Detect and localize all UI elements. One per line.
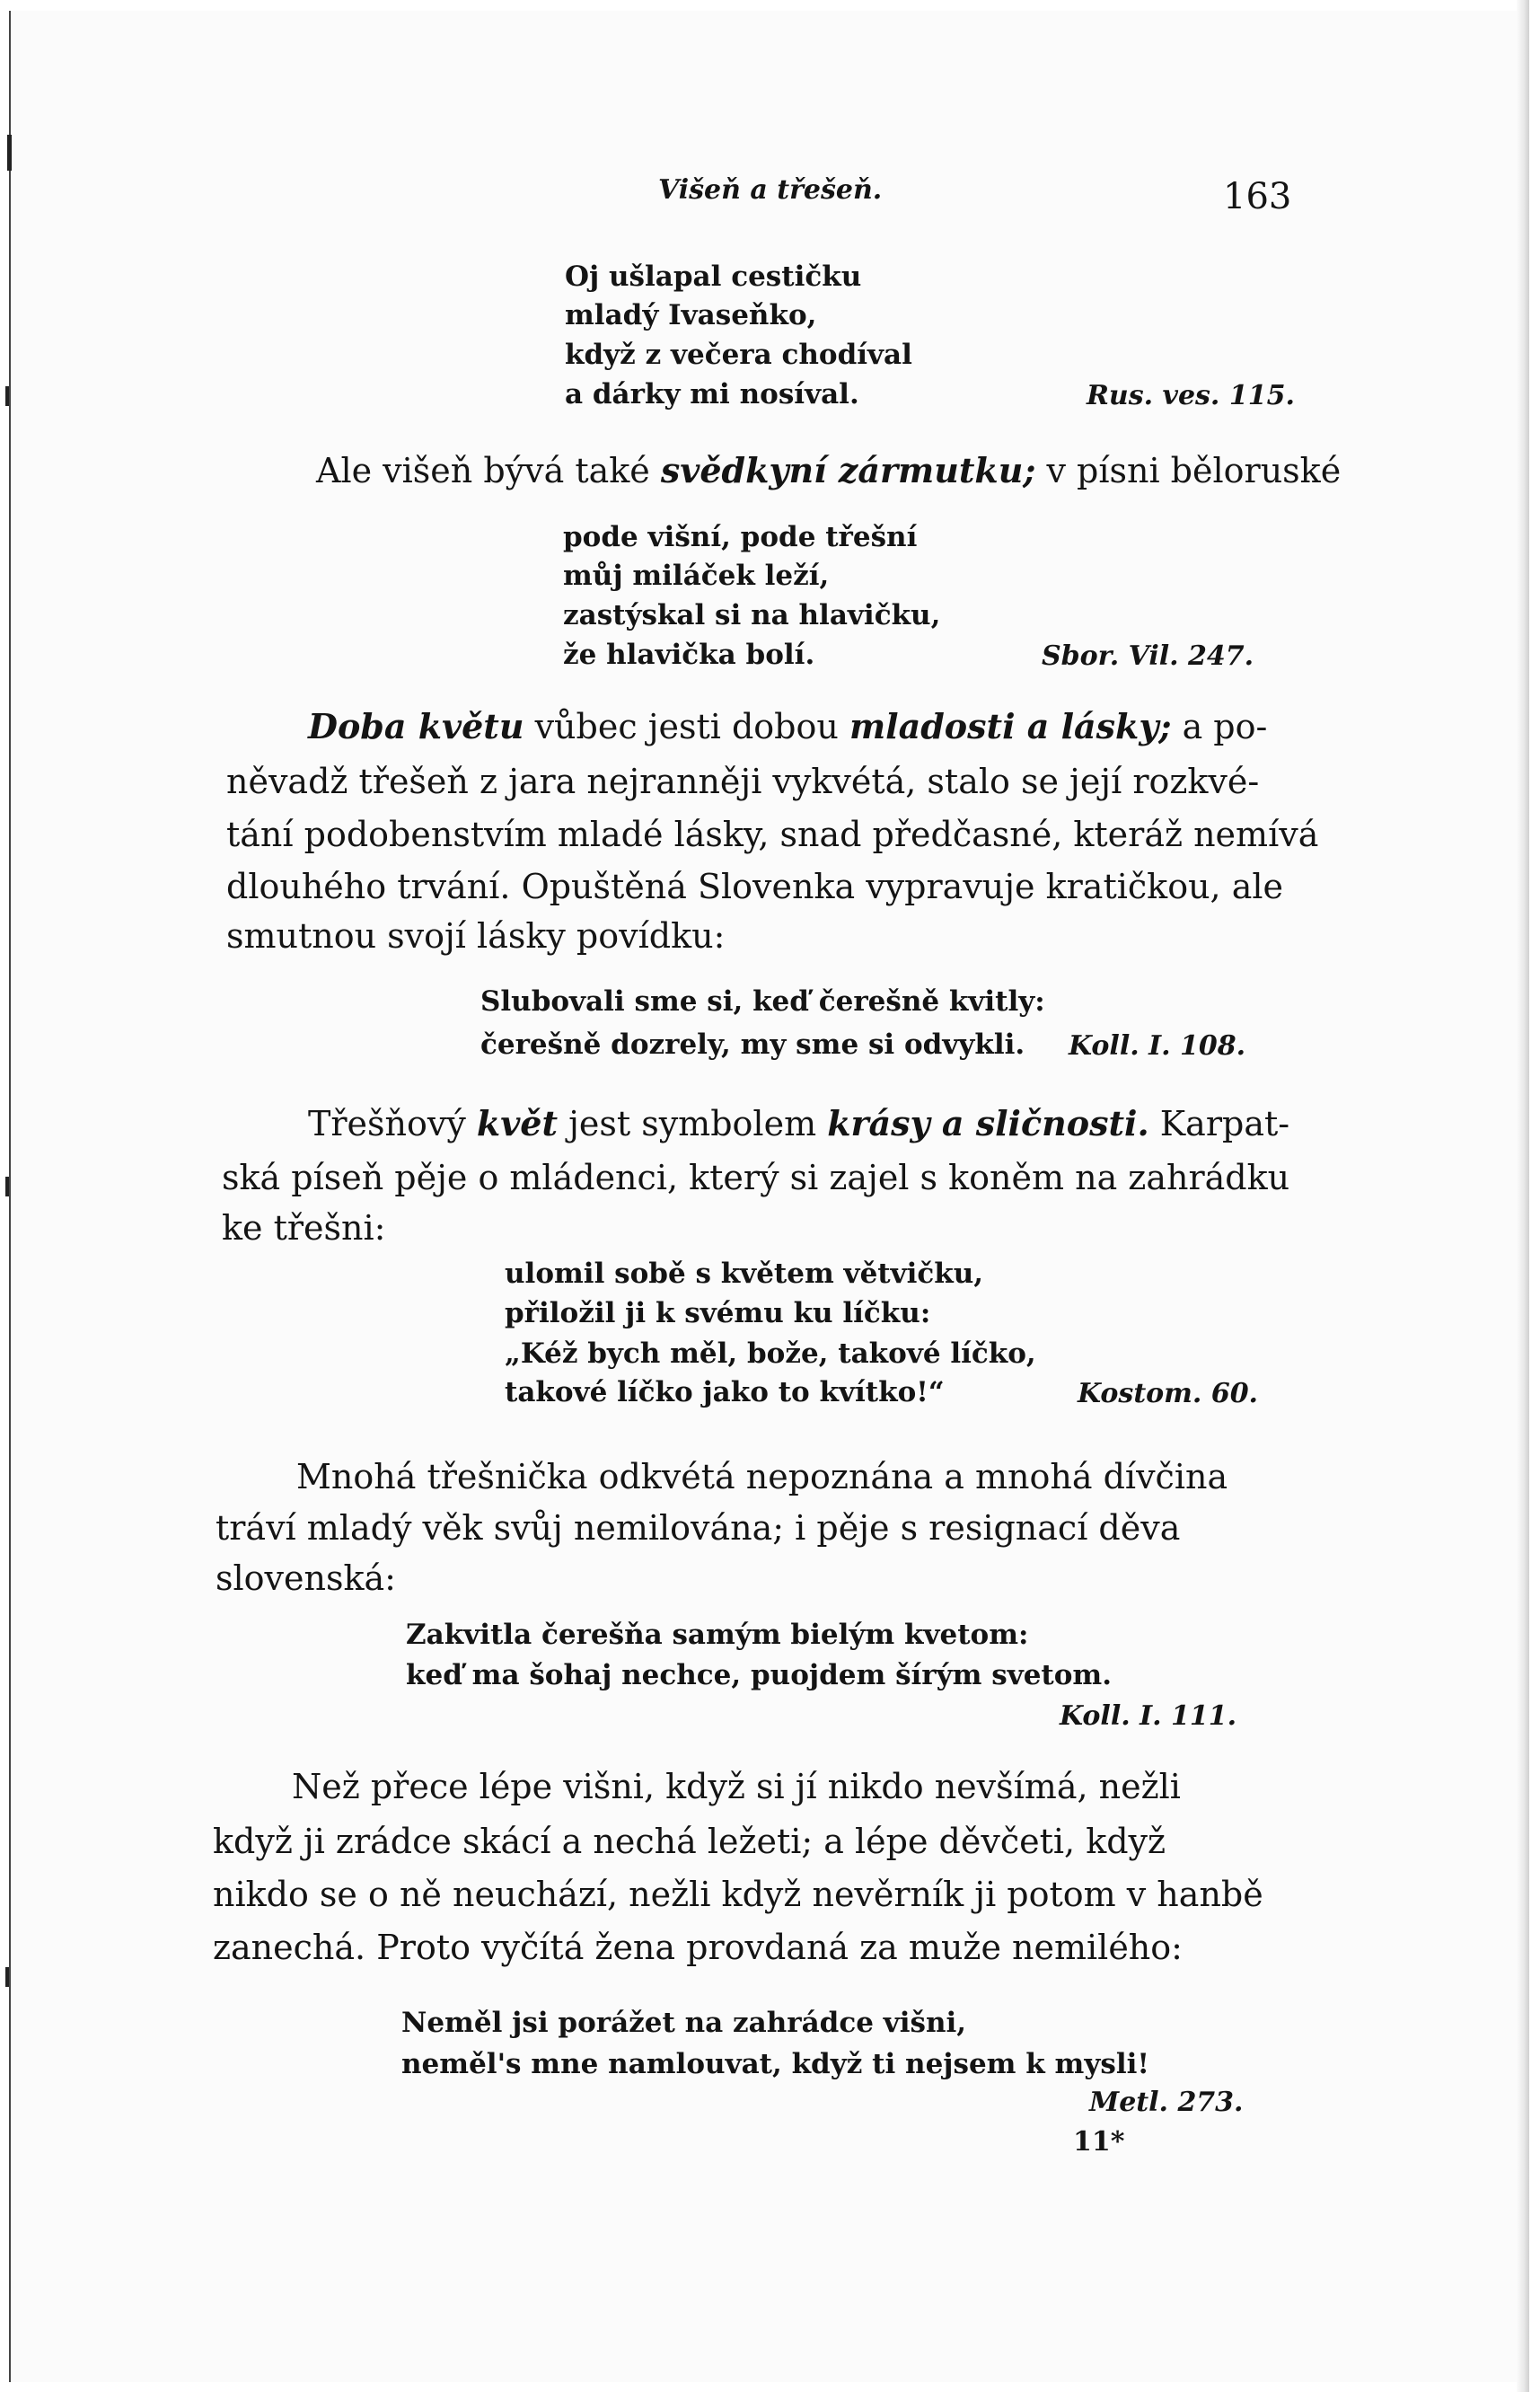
scan-right-edge: [1517, 0, 1529, 2392]
verse-line: Slubovali sme si, keď čerešně kvitly:: [480, 985, 1045, 1018]
paragraph-line: nikdo se o ně neuchází, nežli když nevěrník ji potom v hanbě: [213, 1875, 1263, 1914]
paragraph-line: Mnohá třešnička odkvétá nepoznána a mnohá dívčina: [296, 1457, 1228, 1496]
running-title: Višeň a třešeň.: [658, 174, 883, 206]
verse-line: můj miláček leží,: [563, 560, 830, 592]
verse-line: takové líčko jako to kvítko!“: [505, 1376, 945, 1408]
verse-line: pode višní, pode třešní: [563, 521, 918, 553]
printer-signature: 11*: [1073, 2126, 1125, 2158]
citation: Koll. I. 108.: [1069, 1030, 1246, 1062]
paragraph-line: Ale višeň bývá také svědkyní zármutku; v písni běloruské: [316, 450, 1342, 490]
paragraph-line: slovenská:: [216, 1558, 396, 1598]
paragraph-line: zanechá. Proto vyčítá žena provdaná za muže nemilého:: [213, 1928, 1183, 1967]
verse-line: čerešně dozrely, my sme si odvykli.: [480, 1028, 1025, 1061]
paragraph-line: tráví mladý věk svůj nemilována; i pěje s resignací děva: [216, 1508, 1181, 1548]
paragraph-line: Než přece lépe višni, když si jí nikdo nevšímá, nežli: [292, 1767, 1181, 1806]
paragraph-line: ke třešni:: [222, 1208, 386, 1248]
paragraph-line: něvadž třešeň z jara nejranněji vykvétá, stalo se její rozkvé-: [226, 762, 1260, 801]
paragraph-line: Doba květu vůbec jesti dobou mladosti a lásky; a po-: [308, 706, 1268, 746]
verse-line: a dárky mi nosíval.: [565, 378, 859, 410]
verse-line: Neměl jsi porážet na zahrádce višni,: [401, 2007, 967, 2039]
citation: Sbor. Vil. 247.: [1042, 640, 1254, 672]
verse-line: když z večera chodíval: [565, 339, 912, 371]
verse-line: „Kéž bych měl, bože, takové líčko,: [505, 1337, 1036, 1370]
scan-artifact: [5, 1967, 9, 1987]
verse-line: že hlavička bolí.: [563, 639, 815, 671]
paragraph-line: ská píseň pěje o mládenci, který si zajel s koněm na zahrádku: [222, 1158, 1290, 1197]
citation: Koll. I. 111.: [1060, 1700, 1237, 1732]
scan-artifact: [5, 386, 9, 406]
citation: Metl. 273.: [1089, 2087, 1244, 2118]
verse-line: neměl's mne namlouvat, když ti nejsem k mysli!: [401, 2048, 1149, 2080]
paragraph-line: smutnou svojí lásky povídku:: [226, 916, 726, 956]
verse-line: ulomil sobě s květem větvičku,: [505, 1258, 984, 1290]
scan-artifact: [7, 135, 12, 171]
paragraph-line: tání podobenstvím mladé lásky, snad předčasné, kteráž nemívá: [226, 815, 1319, 854]
paragraph-line: dlouhého trvání. Opuštěná Slovenka vypravuje kratičkou, ale: [226, 867, 1283, 906]
page-number: 163: [1223, 176, 1292, 217]
citation: Rus. ves. 115.: [1087, 380, 1295, 411]
scan-artifact: [5, 1177, 9, 1196]
verse-line: přiložil ji k svému ku líčku:: [505, 1297, 931, 1329]
paragraph-line: když ji zrádce skácí a nechá ležeti; a lépe děvčeti, když: [213, 1822, 1166, 1861]
verse-line: Zakvitla čerešňa samým bielým kvetom:: [406, 1619, 1029, 1651]
verse-line: Oj ušlapal cestičku: [565, 260, 862, 293]
paragraph-line: Třešňový květ jest symbolem krásy a sličnosti. Karpat-: [308, 1103, 1290, 1143]
verse-line: keď ma šohaj nechce, puojdem šírým svetom.: [406, 1659, 1113, 1691]
verse-line: zastýskal si na hlavičku,: [563, 599, 941, 631]
verse-line: mladý Ivaseňko,: [565, 299, 817, 331]
citation: Kostom. 60.: [1078, 1378, 1259, 1409]
